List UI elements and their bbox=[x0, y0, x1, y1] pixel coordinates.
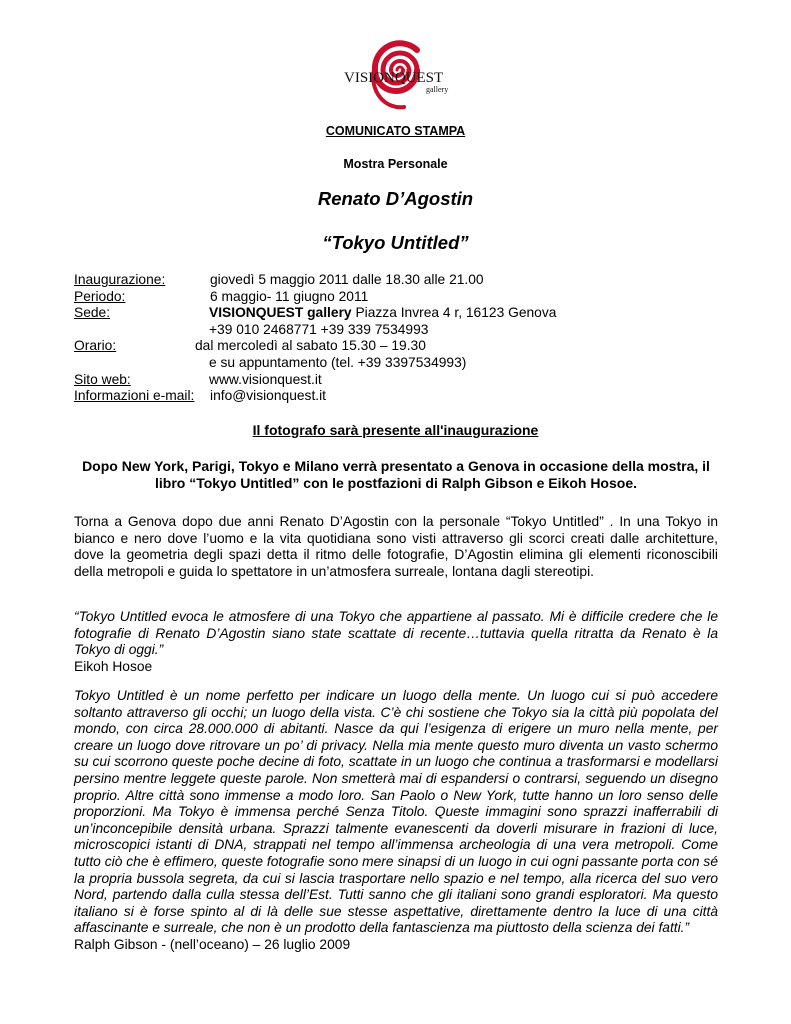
hosoe-quote-block bbox=[74, 609, 718, 675]
gibson-quote-author: Ralph Gibson - (nell’oceano) – 26 luglio 2009 bbox=[74, 936, 351, 952]
artist-name: Renato D’Agostin bbox=[317, 188, 474, 209]
visionquest-logo bbox=[330, 30, 470, 112]
intro-paragraph: Torna a Genova dopo due anni Renato D’Agostin con la personale “Tokyo Untitled” . In una Tokyo in bianco e nero dove l’uomo e la vita quotidiana sono visti attraverso gli scorci creati dalle architetture, dove la geometria degli spazi detta il ritmo delle fotografie, D’Agostin elimina gli elementi riconoscibili della metropoli e guida lo spettatore in un’atmosfera surreale, lontana dagli stereotipi. bbox=[74, 514, 718, 579]
exhibition-title: “Tokyo Untitled” bbox=[322, 232, 469, 253]
venue-phone: +39 010 2468771 +39 339 7534993 bbox=[209, 321, 429, 337]
hours-label: Orario: bbox=[74, 338, 117, 354]
inauguration-value: giovedì 5 maggio 2011 dalle 18.30 alle 21.00 bbox=[210, 272, 484, 287]
hours-extra: e su appuntamento (tel. +39 3397534993) bbox=[209, 354, 467, 370]
venue-label: Sede: bbox=[74, 305, 111, 321]
period-value: 6 maggio- 11 giugno 2011 bbox=[210, 288, 369, 304]
email-label: Informazioni e-mail: bbox=[74, 388, 195, 404]
gibson-quote: Tokyo Untitled è un nome perfetto per indicare un luogo della mente. Un luogo cui si può accedere soltanto attraverso gli occhi; un luogo della vista. C’è chi sostiene che Tokyo sia la città più popolata del mondo, con circa 28.000.000 di abitanti. Nasce da qui l’esigenza di erigere un muro nella mente, per creare un luogo dove ritrovare un po’ di privacy. Nella mia mente questo muro diventa un vasto schermo su cui scorrono queste poche decine di foto, scattate in un luogo che continua a trasformarsi e modellarsi persino mentre leggete queste parole. Non smetterà mai di espandersi o contrarsi, seguendo un disegno proprio. Altre città sono immense a modo loro. San Paolo o New York, tutte hanno un loro senso delle proporzioni. Ma Tokyo è immensa perché Senza Titolo. Queste immagini sono sprazzi inafferrabili di un’inconcepibile densità urbana. Sprazzi talmente evanescenti da doverli misurare in frazioni di luce, microscopici istanti di DNA, strappati nel tempo all’immensa archeologia di una vera metropoli. Come tutto ciò che è effimero, queste fotografie sono mere sinapsi di un luogo in cui ogni passante porta con sé la propria bussola segreta, da cui si lascia trasportare nello spazio e nel tempo, alla ricerca del suo vero Nord, partendo dalla culla stessa dell’Est. Tutti sanno che gli italiani sono grandi esploratori. Ma questo italiano si è forse spinto al di là delle sue stesse aspettative, direttamente dentro la luce di una città affascinante e surreale, che non è un prodotto della fantascienza ma piuttosto della scienza dei fatti.” bbox=[74, 688, 718, 936]
period-label: Periodo: bbox=[74, 288, 126, 304]
photographer-present-note: Il fotografo sarà presente all'inaugurazione bbox=[252, 422, 539, 438]
hosoe-quote: “Tokyo Untitled evoca le atmosfere di una Tokyo che appartiene al passato. Mi è difficile credere che le fotografie di Renato D’Agostin siano state scattate di recente…tuttavia quella ritratta da Renato è la Tokyo di oggi.” bbox=[74, 609, 718, 658]
website-label: Sito web: bbox=[74, 371, 131, 387]
venue-value bbox=[209, 305, 556, 322]
logo-text: VISIONQUEST bbox=[344, 70, 444, 86]
hosoe-quote-author: Eikoh Hosoe bbox=[74, 658, 153, 674]
logo-subtext: gallery bbox=[426, 85, 449, 94]
website-value: www.visionquest.it bbox=[209, 371, 322, 387]
venue-name: VISIONQUEST gallery bbox=[209, 305, 352, 321]
show-type: Mostra Personale bbox=[343, 157, 448, 171]
venue-address: Piazza Invrea 4 r, 16123 Genova bbox=[351, 305, 557, 321]
email-value: info@visionquest.it bbox=[210, 388, 327, 404]
press-release-heading: COMUNICATO STAMPA bbox=[325, 124, 466, 138]
lead-paragraph: Dopo New York, Parigi, Tokyo e Milano verrà presentato a Genova in occasione della mostra, il libro “Tokyo Untitled” con le postfazioni di Ralph Gibson e Eikoh Hosoe. bbox=[82, 458, 710, 491]
inauguration-label: Inaugurazione: bbox=[74, 272, 166, 287]
hours-value: dal mercoledì al sabato 15.30 – 19.30 bbox=[195, 338, 426, 354]
spiral-logo-icon bbox=[330, 30, 470, 112]
gibson-quote-block bbox=[74, 688, 718, 954]
